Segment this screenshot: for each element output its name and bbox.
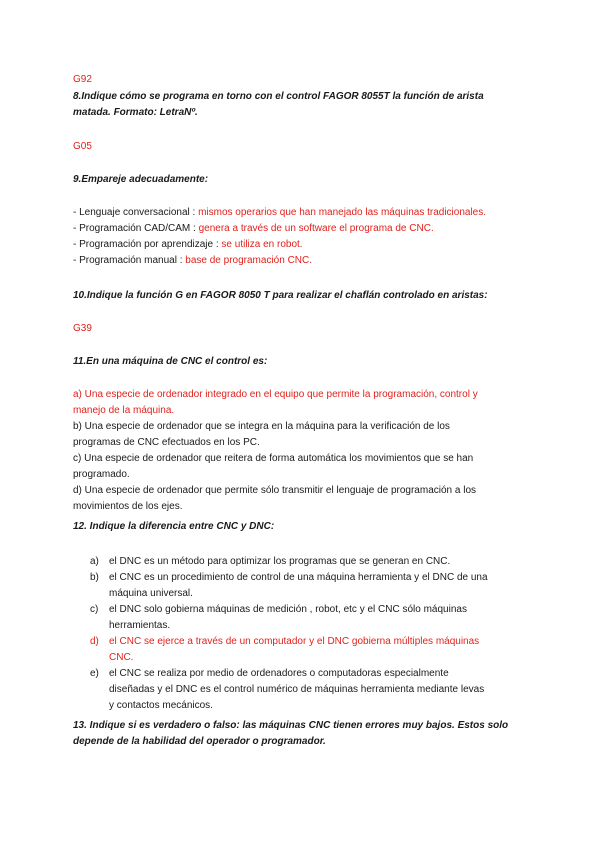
question-11-title: 11.En una máquina de CNC el control es: <box>73 356 268 367</box>
option-d-line-1: d) Una especie de ordenador que permite sólo transmitir el lenguaje de programación a los <box>73 485 477 496</box>
question-12-options <box>73 554 533 714</box>
option-line: el CNC se ejerce a través de un computador y el DNC gobierna múltiples máquinas <box>109 636 480 647</box>
option-line: herramientas. <box>109 620 171 631</box>
question-9-pairs <box>73 205 533 269</box>
question-9-title: 9.Empareje adecuadamente: <box>73 174 209 185</box>
pair-item <box>73 253 533 269</box>
pair-term: - Programación manual : <box>73 255 186 266</box>
list-item <box>73 570 533 602</box>
pair-item <box>73 237 533 253</box>
option-marker: d) <box>90 636 99 647</box>
option-line: CNC. <box>109 652 134 663</box>
question-8-line-2: matada. Formato: LetraNº. <box>73 107 198 118</box>
list-item <box>73 634 533 666</box>
option-a-line-1: a) Una especie de ordenador integrado en el equipo que permite la programación, control y <box>73 389 478 400</box>
option-line: el DNC es un método para optimizar los programas que se generan en CNC. <box>109 556 451 567</box>
list-item <box>73 666 533 714</box>
list-item <box>73 602 533 634</box>
option-b-line-2: programas de CNC efectuados en los PC. <box>73 437 260 448</box>
answer-g05: G05 <box>73 141 92 152</box>
question-8-line-1: 8.Indique cómo se programa en torno con el control FAGOR 8055T la función de arista <box>73 91 484 102</box>
question-12-title: 12. Indique la diferencia entre CNC y DNC: <box>73 521 275 532</box>
question-13-line-1: 13. Indique si es verdadero o falso: las máquinas CNC tienen errores muy bajos. Estos solo <box>73 720 509 731</box>
pair-match: mismos operarios que han manejado las máquinas tradicionales. <box>198 207 487 218</box>
pair-term: - Lenguaje conversacional : <box>73 207 199 218</box>
pair-item <box>73 205 533 221</box>
option-line: el CNC se realiza por medio de ordenadores o computadoras especialmente <box>109 668 449 679</box>
option-line: el DNC solo gobierna máquinas de medición , robot, etc y el CNC sólo máquinas <box>109 604 467 615</box>
pair-term: - Programación CAD/CAM : <box>73 223 199 234</box>
option-c-line-1: c) Una especie de ordenador que reitera de forma automática los movimientos que se han <box>73 453 474 464</box>
pair-term: - Programación por aprendizaje : <box>73 239 222 250</box>
answer-g39: G39 <box>73 323 92 334</box>
question-13 <box>73 718 533 750</box>
option-line: máquina universal. <box>109 588 193 599</box>
option-marker: b) <box>90 572 99 583</box>
option-line: y contactos mecánicos. <box>109 700 213 711</box>
pair-match: base de programación CNC. <box>185 255 313 266</box>
option-marker: e) <box>90 668 99 679</box>
question-8 <box>73 89 533 121</box>
question-13-line-2: depende de la habilidad del operador o programador. <box>73 736 326 747</box>
option-line: el CNC es un procedimiento de control de una máquina herramienta y el DNC de una <box>109 572 488 583</box>
option-c-line-2: programado. <box>73 469 130 480</box>
question-11-options <box>73 387 533 515</box>
question-10-title: 10.Indique la función G en FAGOR 8050 T para realizar el chaflán controlado en aristas: <box>73 290 488 301</box>
list-item <box>73 554 533 570</box>
pair-match: se utiliza en robot. <box>221 239 303 250</box>
option-a-line-2: manejo de la máquina. <box>73 405 175 416</box>
pair-match: genera a través de un software el programa de CNC. <box>198 223 434 234</box>
answer-g92: G92 <box>73 74 92 85</box>
option-b-line-1: b) Una especie de ordenador que se integra en la máquina para la verificación de los <box>73 421 450 432</box>
option-d-line-2: movimientos de los ejes. <box>73 501 183 512</box>
pair-item <box>73 221 533 237</box>
option-marker: a) <box>90 556 99 567</box>
option-line: diseñadas y el DNC es el control numérico de máquinas herramienta mediante levas <box>109 684 485 695</box>
option-marker: c) <box>90 604 99 615</box>
